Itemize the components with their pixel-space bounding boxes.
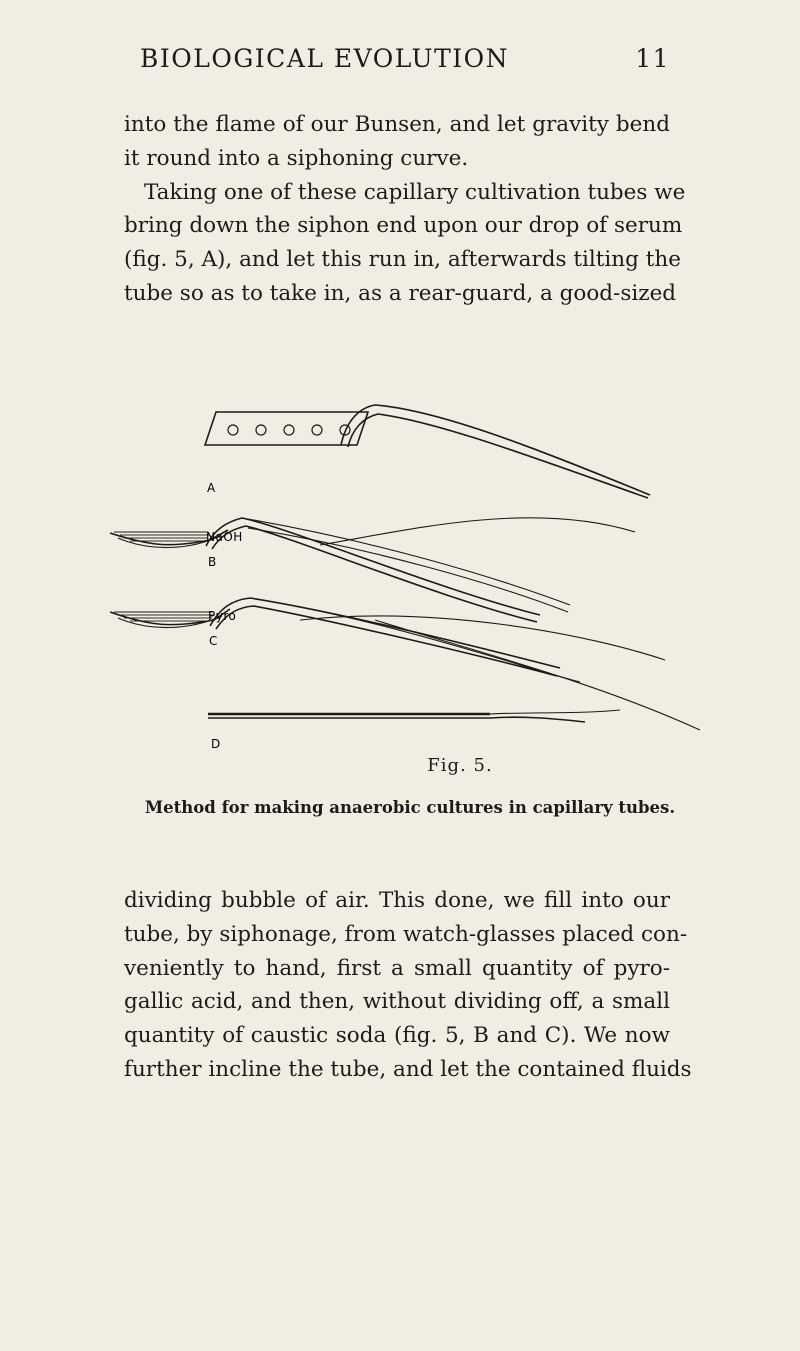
pyro-label: Pyro <box>208 609 237 623</box>
naoh-label: NaOH <box>206 530 243 544</box>
text-line: dividing bubble of air. This done, we fill into our <box>124 888 670 913</box>
text-line: tube, by siphonage, from watch-glasses placed con- <box>124 921 688 947</box>
paragraph-1 <box>124 108 686 311</box>
label-a: A <box>207 481 216 495</box>
figure-5 <box>110 350 710 830</box>
capillary-tube-diagram <box>110 350 710 770</box>
label-b: B <box>208 555 217 569</box>
page-number: 11 <box>635 44 670 73</box>
tube-c-upper <box>210 598 560 668</box>
header-title: BIOLOGICAL EVOLUTION <box>140 44 510 73</box>
text-line: bring down the siphon end upon our drop of serum <box>124 213 683 239</box>
text-line: quantity of caustic soda (fig. 5, B and C). We now <box>124 1023 670 1049</box>
tube-b-upper <box>206 518 540 615</box>
text-line: tube so as to take in, as a rear-guard, a good-sized <box>124 280 677 306</box>
text-line: veniently to hand, first a small quantity of pyro- <box>124 955 670 981</box>
tube-d <box>208 717 585 722</box>
text-line: further incline the tube, and let the contained fluids <box>124 1056 692 1082</box>
text-line: it round into a siphoning curve. <box>124 145 469 171</box>
tube-c-lower <box>216 606 557 676</box>
text-line: gallic acid, and then, without dividing off, a small <box>124 989 670 1015</box>
figure-number: Fig. 5. <box>427 755 493 776</box>
text-line: (fig. 5, A), and let this run in, afterwards tilting the <box>124 247 681 273</box>
figure-caption: Method for making anaerobic cultures in capillary tubes. <box>144 798 676 817</box>
label-c: C <box>209 634 218 648</box>
label-d: D <box>211 737 221 751</box>
text-line: Taking one of these capillary cultivation tubes we <box>144 179 686 205</box>
text-line: into the flame of our Bunsen, and let gravity bend <box>124 112 670 137</box>
serum-slide-shape <box>205 412 368 445</box>
paragraph-2 <box>124 884 692 1087</box>
serum-drops <box>228 425 350 435</box>
tube-a-lower <box>348 414 648 498</box>
